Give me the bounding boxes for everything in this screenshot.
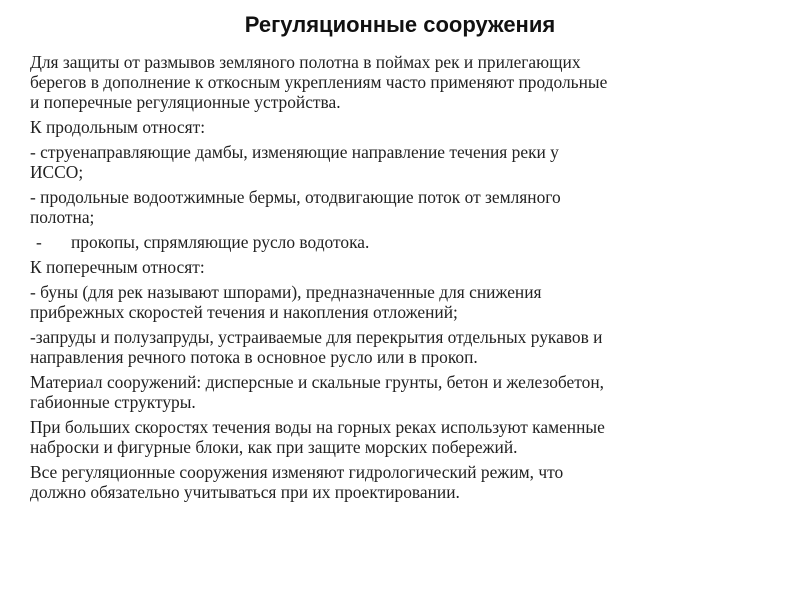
text-line: -запруды и полузапруды, устраиваемые для перекрытия отдельных рукавов и [30,327,603,347]
text-line: - струенаправляющие дамбы, изменяющие направление течения реки у [30,142,559,162]
list-item-dams [30,142,780,182]
paragraph-mountain-rivers [30,417,780,457]
paragraph-materials [30,372,780,412]
paragraph-intro [30,52,780,112]
text-line: К поперечным относят: [30,257,205,277]
text-line: - буны (для рек называют шпорами), предназначенные для снижения [30,282,542,302]
text-line: габионные структуры. [30,392,196,412]
text-line: Все регуляционные сооружения изменяют гидрологический режим, что [30,462,564,482]
text-line: должно обязательно учитываться при их проектировании. [30,482,460,502]
text-line: прокопы, спрямляющие русло водотока. [71,232,370,252]
text-line: полотна; [30,207,95,227]
list-item-groynes [30,282,780,322]
text-line: При больших скоростях течения воды на горных реках используют каменные [30,417,605,437]
text-line: направления речного потока в основное русло или в прокоп. [30,347,478,367]
text-line: и поперечные регуляционные устройства. [30,92,341,112]
list-item-cuts [30,232,780,252]
text-line: Для защиты от размывов земляного полотна в поймах рек и прилегающих [30,52,581,72]
list-item-berms [30,187,780,227]
slide-title: Регуляционные сооружения [244,12,556,37]
paragraph-conclusion [30,462,780,502]
text-line: ИССО; [30,162,84,182]
text-line: - продольные водоотжимные бермы, отодвигающие поток от земляного [30,187,561,207]
text-line: наброски и фигурные блоки, как при защите морских побережий. [30,437,518,457]
list-dash: - [36,232,42,252]
slide-body [30,52,780,507]
text-line: Материал сооружений: дисперсные и скальные грунты, бетон и железобетон, [30,372,604,392]
paragraph-transverse-heading [30,257,780,277]
list-item-weirs [30,327,780,367]
text-line: прибрежных скоростей течения и накопления отложений; [30,302,458,322]
text-line: К продольным относят: [30,117,206,137]
text-line: берегов в дополнение к откосным укреплениям часто применяют продольные [30,72,608,92]
paragraph-longitudinal-heading [30,117,780,137]
